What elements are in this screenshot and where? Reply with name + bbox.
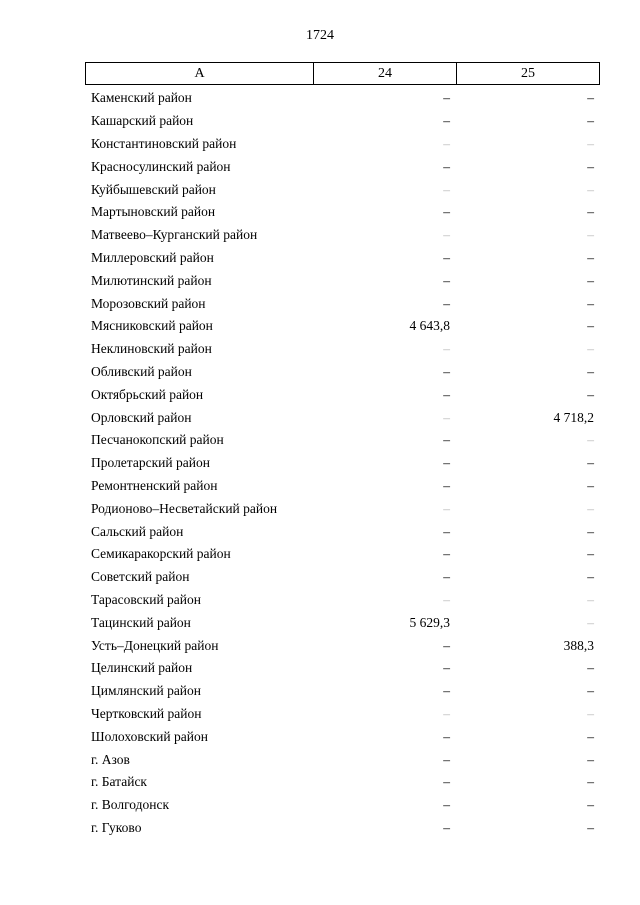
header-cell-a: А	[86, 63, 314, 84]
district-name: г. Гуково	[91, 819, 142, 835]
value-col-25: –	[587, 227, 594, 243]
value-col-24: –	[443, 135, 450, 151]
value-col-25: –	[587, 272, 594, 288]
table-row	[85, 338, 600, 361]
value-col-24: 4 643,8	[409, 318, 450, 334]
table-row	[85, 566, 600, 589]
value-col-25: –	[587, 751, 594, 767]
table-row	[85, 292, 600, 315]
value-col-25: –	[587, 341, 594, 357]
table-row	[85, 429, 600, 452]
value-col-24: –	[443, 683, 450, 699]
district-name: Каменский район	[91, 90, 192, 106]
district-name: Орловский район	[91, 409, 192, 425]
district-name: г. Волгодонск	[91, 797, 170, 813]
value-col-25: –	[587, 90, 594, 106]
district-name: Тарасовский район	[91, 591, 201, 607]
value-col-25: –	[587, 797, 594, 813]
district-name: Миллеровский район	[91, 249, 214, 265]
district-name: Советский район	[91, 569, 190, 585]
table-row	[85, 703, 600, 726]
district-name: Кашарский район	[91, 113, 194, 129]
value-col-25: 388,3	[563, 637, 594, 653]
value-col-25: –	[587, 181, 594, 197]
value-col-24: –	[443, 227, 450, 243]
district-name: Целинский район	[91, 660, 193, 676]
table-row	[85, 269, 600, 292]
header-cell-25: 25	[521, 65, 535, 81]
district-name: Пролетарский район	[91, 455, 210, 471]
value-col-24: –	[443, 455, 450, 471]
table-row	[85, 133, 600, 156]
value-col-25: 4 718,2	[553, 409, 594, 425]
district-name: Матвеево–Курганский район	[91, 227, 258, 243]
district-name: Родионово–Несветайский район	[91, 500, 278, 516]
value-col-25: –	[587, 135, 594, 151]
district-name: Ремонтненский район	[91, 477, 218, 493]
value-col-24: –	[443, 569, 450, 585]
value-col-24: –	[443, 249, 450, 265]
district-name: Неклиновский район	[91, 341, 212, 357]
district-name: Сальский район	[91, 523, 184, 539]
district-name: Мартыновский район	[91, 204, 216, 220]
value-col-24: –	[443, 637, 450, 653]
table-row	[85, 406, 600, 429]
value-col-24: –	[443, 409, 450, 425]
value-col-25: –	[587, 455, 594, 471]
table-row	[85, 611, 600, 634]
value-col-25: –	[587, 295, 594, 311]
district-name: Октябрьский район	[91, 386, 204, 402]
district-name: Мясниковский район	[91, 318, 213, 334]
district-name: Усть–Донецкий район	[91, 637, 219, 653]
value-col-25: –	[587, 728, 594, 744]
table-header	[85, 62, 600, 85]
table-row	[85, 224, 600, 247]
district-name: Милютинский район	[91, 272, 212, 288]
district-name: Песчанокопский район	[91, 432, 224, 448]
page-number: 1724	[306, 28, 334, 43]
value-col-24: –	[443, 341, 450, 357]
value-col-24: –	[443, 797, 450, 813]
value-col-25: –	[587, 113, 594, 129]
table-row	[85, 361, 600, 384]
value-col-24: –	[443, 523, 450, 539]
value-col-24: –	[443, 591, 450, 607]
table-row	[85, 794, 600, 817]
table-row	[85, 725, 600, 748]
header-cell-24: 24	[314, 63, 457, 84]
table-body	[85, 87, 600, 839]
value-col-25: –	[587, 158, 594, 174]
district-name: Красносулинский район	[91, 158, 231, 174]
value-col-24: –	[443, 477, 450, 493]
district-name: Морозовский район	[91, 295, 206, 311]
value-col-25: –	[587, 774, 594, 790]
district-name: г. Азов	[91, 751, 130, 767]
value-col-25: –	[587, 204, 594, 220]
table-row	[85, 110, 600, 133]
value-col-25: –	[587, 500, 594, 516]
value-col-25: –	[587, 660, 594, 676]
district-name: Обливский район	[91, 363, 192, 379]
value-col-25: –	[587, 523, 594, 539]
district-name: Семикаракорский район	[91, 546, 231, 562]
district-name: Тацинский район	[91, 614, 191, 630]
value-col-25: –	[587, 318, 594, 334]
value-col-24: –	[443, 819, 450, 835]
value-col-25: –	[587, 705, 594, 721]
table-row	[85, 817, 600, 840]
value-col-25: –	[587, 477, 594, 493]
value-col-25: –	[587, 591, 594, 607]
value-col-25: –	[587, 386, 594, 402]
table-row	[85, 87, 600, 110]
table-row	[85, 680, 600, 703]
table-row	[85, 178, 600, 201]
value-col-24: –	[443, 751, 450, 767]
value-col-24: –	[443, 774, 450, 790]
value-col-24: –	[443, 113, 450, 129]
table-row	[85, 452, 600, 475]
district-name: Цимлянский район	[91, 683, 202, 699]
value-col-24: –	[443, 500, 450, 516]
value-col-25: –	[587, 249, 594, 265]
district-name: Куйбышевский район	[91, 181, 216, 197]
table-row	[85, 475, 600, 498]
value-col-24: –	[443, 363, 450, 379]
table-row	[85, 315, 600, 338]
value-col-24: –	[443, 728, 450, 744]
table-row	[85, 155, 600, 178]
table-row	[85, 247, 600, 270]
value-col-25: –	[587, 363, 594, 379]
table-row	[85, 657, 600, 680]
value-col-25: –	[587, 614, 594, 630]
district-name: Чертковский район	[91, 705, 202, 721]
value-col-25: –	[587, 683, 594, 699]
value-col-24: –	[443, 660, 450, 676]
district-name: г. Батайск	[91, 774, 147, 790]
value-col-24: –	[443, 295, 450, 311]
table-row	[85, 383, 600, 406]
table-row	[85, 748, 600, 771]
table-row	[85, 543, 600, 566]
value-col-24: –	[443, 386, 450, 402]
value-col-24: –	[443, 204, 450, 220]
value-col-24: –	[443, 272, 450, 288]
value-col-24: –	[443, 90, 450, 106]
value-col-25: –	[587, 569, 594, 585]
value-col-25: –	[587, 546, 594, 562]
table-row	[85, 771, 600, 794]
table-row	[85, 520, 600, 543]
value-col-25: –	[587, 819, 594, 835]
value-col-24: –	[443, 705, 450, 721]
value-col-24: –	[443, 158, 450, 174]
table-row	[85, 201, 600, 224]
value-col-24: 5 629,3	[409, 614, 450, 630]
table-row	[85, 634, 600, 657]
district-name: Константиновский район	[91, 135, 237, 151]
value-col-24: –	[443, 181, 450, 197]
value-col-24: –	[443, 432, 450, 448]
table-row	[85, 497, 600, 520]
value-col-24: –	[443, 546, 450, 562]
table-row	[85, 589, 600, 612]
district-name: Шолоховский район	[91, 728, 208, 744]
value-col-25: –	[587, 432, 594, 448]
